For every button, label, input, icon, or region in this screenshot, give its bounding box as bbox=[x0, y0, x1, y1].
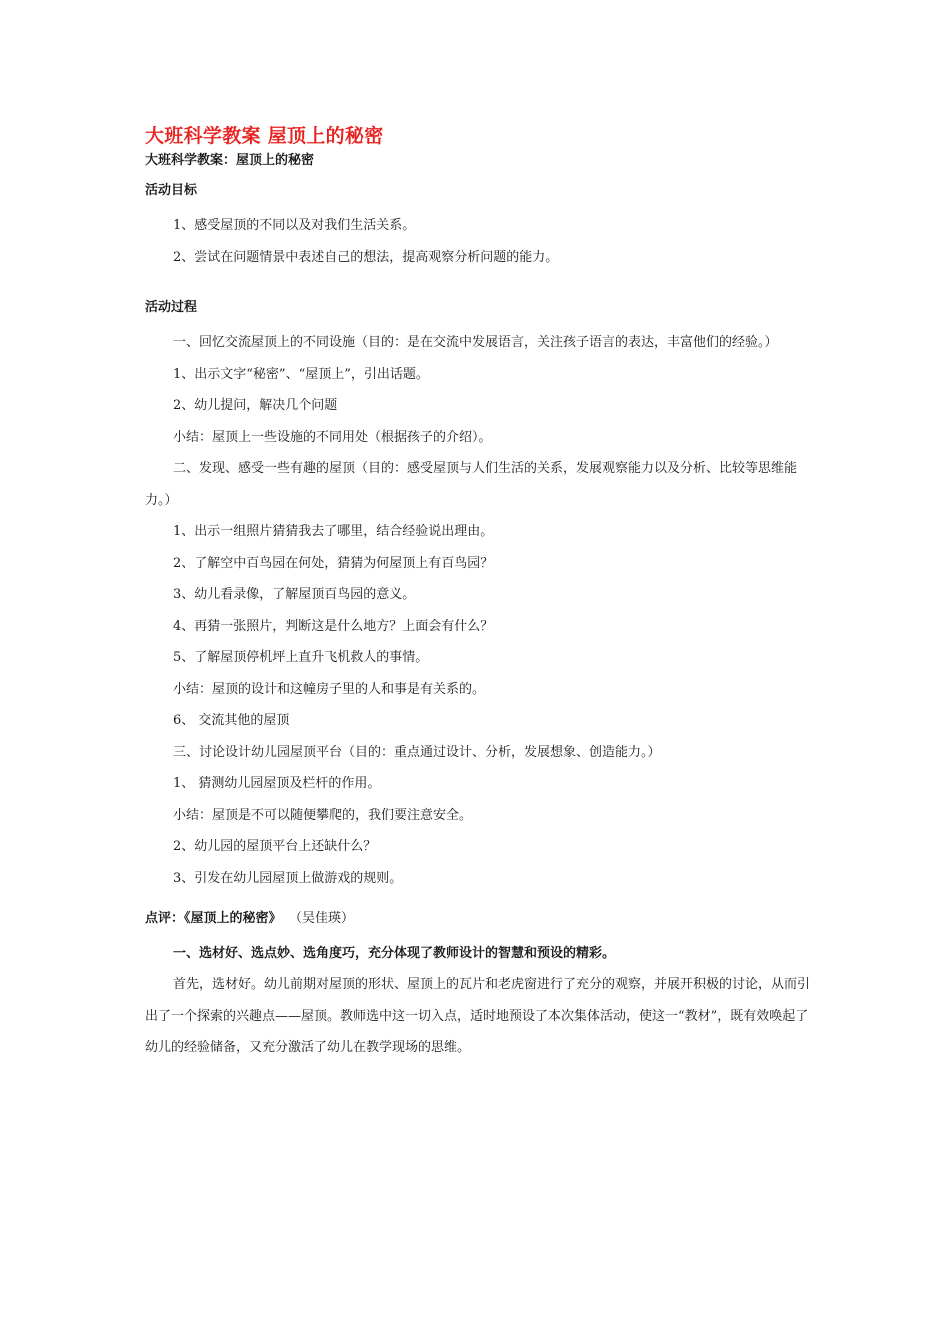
goals-heading: 活动目标 bbox=[145, 183, 198, 198]
goal-item: 2、尝试在问题情景中表述自己的想法，提高观察分析问题的能力。 bbox=[173, 249, 559, 265]
process-item: 1、出示一组照片猜猜我去了哪里，结合经验说出理由。 bbox=[173, 524, 494, 539]
process-item: 小结：屋顶是不可以随便攀爬的，我们要注意安全。 bbox=[173, 807, 473, 823]
document-body bbox=[145, 122, 810, 1064]
review-point: 一、选材好、选点妙、选角度巧，充分体现了教师设计的智慧和预设的精彩。 bbox=[173, 946, 616, 961]
review-body: 首先，选材好。幼儿前期对屋顶的形状、屋顶上的瓦片和老虎窗进行了充分的观察，并展开积极的讨论，从而引出了一个探索的兴趣点——屋顶。教师选中这一切入点，适时地预设了本次集体活动，使这一“教材”，既有效唤起了幼儿的经验储备，又充分激活了幼儿在教学现场的思维。 bbox=[145, 977, 811, 1055]
process-item: 三、讨论设计幼儿园屋顶平台（目的：重点通过设计、分析，发展想象、创造能力。） bbox=[173, 744, 661, 760]
process-item: 2、幼儿园的屋顶平台上还缺什么？ bbox=[173, 839, 377, 854]
process-item: 1、出示文字“秘密”、“屋顶上”，引出话题。 bbox=[173, 366, 429, 382]
process-item: 6、 交流其他的屋顶 bbox=[173, 713, 290, 728]
process-item: 5、了解屋顶停机坪上直升飞机救人的事情。 bbox=[173, 650, 429, 665]
review-author: （吴佳瑛） bbox=[295, 911, 355, 926]
process-item: 2、幼儿提问，解决几个问题 bbox=[173, 398, 338, 413]
process-item: 一、回忆交流屋顶上的不同设施（目的：是在交流中发展语言，关注孩子语言的表达，丰富他们的经验。） bbox=[173, 335, 778, 350]
process-item: 1、 猜测幼儿园屋顶及栏杆的作用。 bbox=[173, 776, 381, 791]
review-label: 点评：《屋顶上的秘密》 bbox=[145, 911, 282, 926]
goal-item: 1、感受屋顶的不同以及对我们生活关系。 bbox=[173, 218, 416, 233]
process-item: 2、了解空中百鸟园在何处，猜猜为何屋顶上有百鸟园？ bbox=[173, 555, 494, 571]
process-item: 4、再猜一张照片，判断这是什么地方？上面会有什么？ bbox=[173, 618, 494, 634]
process-item: 3、引发在幼儿园屋顶上做游戏的规则。 bbox=[173, 870, 403, 886]
process-heading: 活动过程 bbox=[145, 300, 198, 315]
spacer bbox=[145, 273, 810, 297]
document-title: 大班科学教案 屋顶上的秘密 bbox=[145, 125, 384, 147]
process-item: 3、幼儿看录像，了解屋顶百鸟园的意义。 bbox=[173, 587, 416, 602]
process-item: 二、发现、感受一些有趣的屋顶（目的：感受屋顶与人们生活的关系，发展观察能力以及分析、比较等思维能力。） bbox=[145, 461, 798, 508]
process-item: 小结：屋顶的设计和这幢房子里的人和事是有关系的。 bbox=[173, 681, 486, 697]
spacer bbox=[145, 894, 810, 908]
process-list bbox=[145, 327, 810, 894]
review-line bbox=[145, 908, 810, 930]
process-item: 小结：屋顶上一些设施的不同用处（根据孩子的介绍）。 bbox=[173, 429, 492, 445]
document-subtitle: 大班科学教案：屋顶上的秘密 bbox=[145, 153, 315, 168]
